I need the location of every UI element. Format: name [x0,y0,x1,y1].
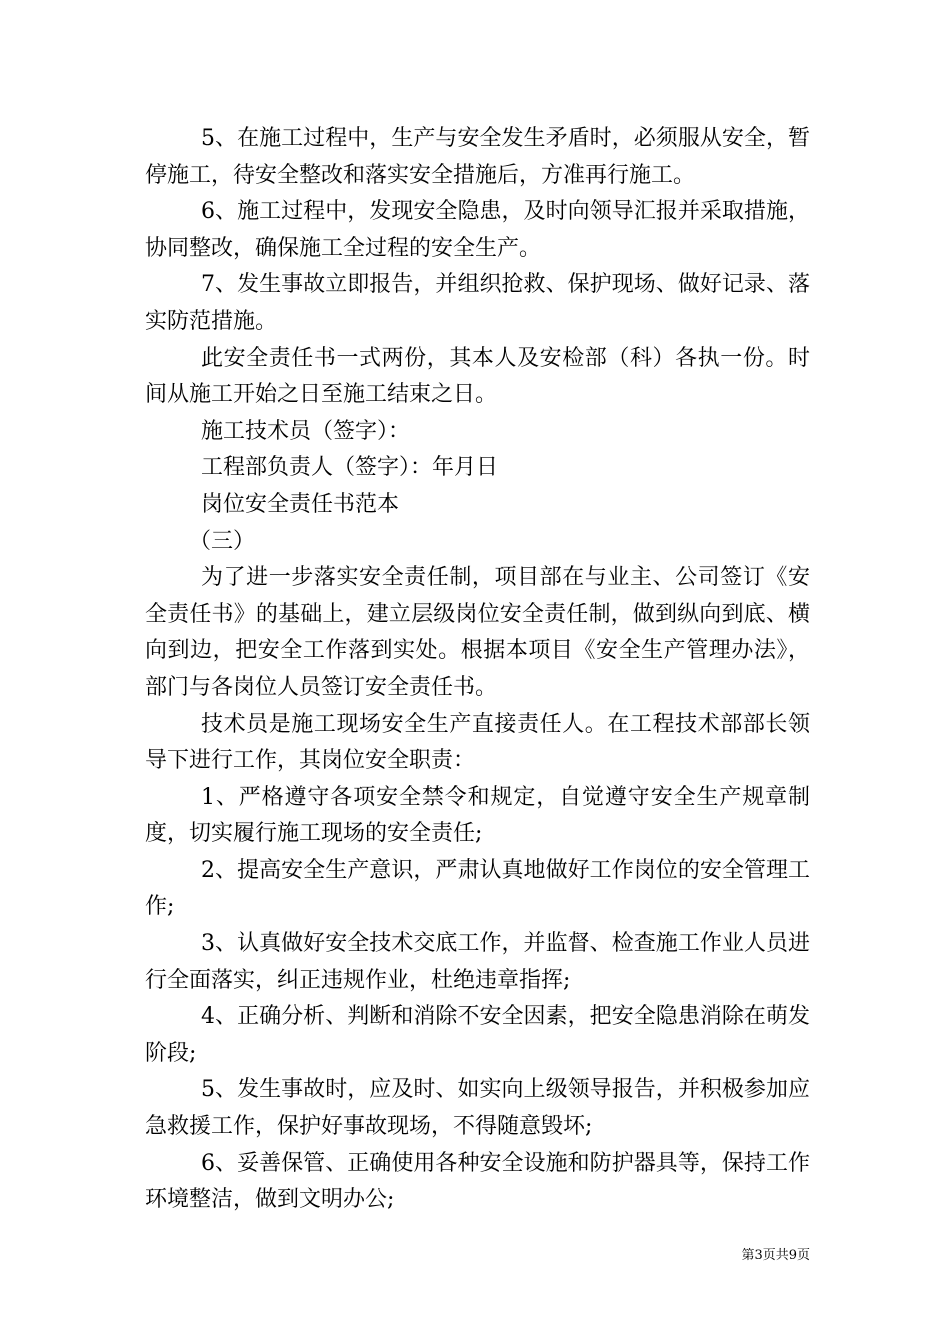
duty-item-2: 2、提高安全生产意识，严肃认真地做好工作岗位的安全管理工作; [145,857,810,920]
section-title: 岗位安全责任书范本 [201,491,400,517]
duty-item-3: 3、认真做好安全技术交底工作，并监督、检查施工作业人员进行全面落实，纠正违规作业，杜绝违章指挥; [145,931,810,993]
paragraph-technician-role: 技术员是施工现场安全生产直接责任人。在工程技术部部长领导下进行工作，其岗位安全职责： [145,711,810,774]
paragraph-item-5: 5、在施工过程中，生产与安全发生矛盾时，必须服从安全，暂停施工，待安全整改和落实安全措施后，方准再行施工。 [145,126,810,188]
paragraph-item-7: 7、发生事故立即报告，并组织抢救、保护现场、做好记录、落实防范措施。 [145,272,810,334]
paragraph-item-6: 6、施工过程中，发现安全隐患，及时向领导汇报并采取措施，协同整改，确保施工全过程的安全生产。 [145,199,810,261]
duty-item-1: 1、严格遵守各项安全禁令和规定，自觉遵守安全生产规章制度，切实履行施工现场的安全责任; [145,784,810,847]
duty-item-4: 4、正确分析、判断和消除不安全因素，把安全隐患消除在萌发阶段; [145,1004,810,1066]
signature-department-head: 工程部负责人（签字）：年月日 [201,455,499,481]
duty-item-6: 6、妥善保管、正确使用各种安全设施和防护器具等，保持工作环境整洁，做到文明办公; [145,1150,810,1213]
page-number: 第3页共9页 [741,1248,810,1263]
document-body [145,121,810,1219]
signature-technician: 施工技术员（签字）： [201,418,411,444]
paragraph-duplicate-note: 此安全责任书一式两份，其本人及安检部（科）各执一份。时间从施工开始之日至施工结束之日。 [145,345,810,408]
section-number: （三） [189,528,256,554]
paragraph-intro: 为了进一步落实安全责任制，项目部在与业主、公司签订《安全责任书》的基础上，建立层级岗位安全责任制，做到纵向到底、横向到边，把安全工作落到实处。根据本项目《安全生产管理办法》，部门与各岗位人员签订安全责任书。 [145,565,810,700]
duty-item-5: 5、发生事故时，应及时、如实向上级领导报告，并积极参加应急救援工作，保护好事故现场，不得随意毁坏; [145,1077,810,1140]
